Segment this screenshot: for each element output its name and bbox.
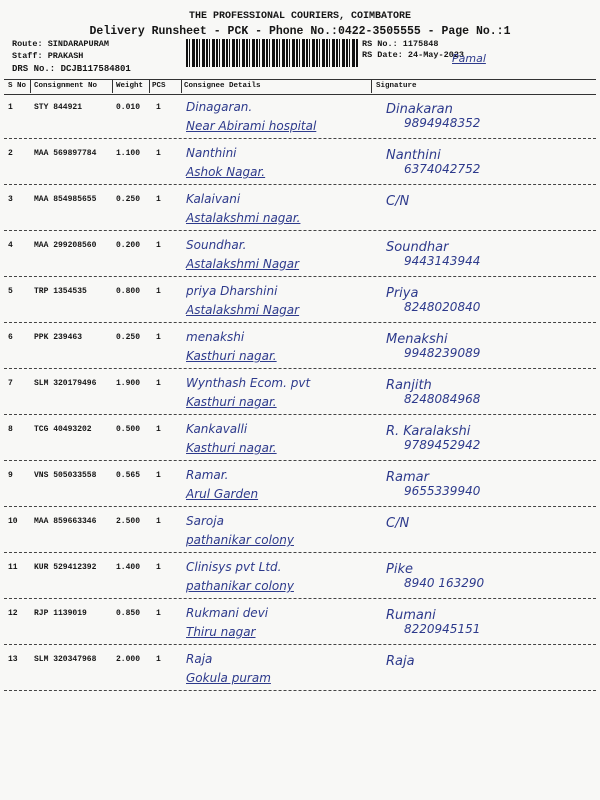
row-divider: [4, 276, 596, 277]
row-phone: 8248020840: [404, 300, 481, 314]
row-phone: 9789452942: [404, 438, 481, 452]
row-signature: C/N: [386, 194, 410, 209]
row-consignment: RJP 1139019: [34, 609, 87, 618]
table-row: [0, 329, 600, 375]
row-signature: Menakshi: [386, 332, 448, 347]
row-phone: 6374042752: [404, 162, 481, 176]
table-row: [0, 513, 600, 559]
row-consignee-address: Astalakshmi Nagar: [186, 257, 300, 271]
row-divider: [4, 644, 596, 645]
row-consignee-address: Kasthuri nagar.: [186, 395, 277, 409]
row-signature: Rumani: [386, 608, 436, 623]
row-consignment: SLM 320179496: [34, 379, 97, 388]
table-row: [0, 467, 600, 513]
row-weight: 0.800: [116, 287, 141, 296]
row-sno: 8: [8, 425, 13, 434]
row-signature: R. Karalakshi: [386, 424, 471, 439]
row-sno: 10: [8, 517, 18, 526]
row-consignee-address: pathanikar colony: [186, 579, 294, 593]
row-sno: 6: [8, 333, 13, 342]
row-consignee-address: Thiru nagar: [186, 625, 256, 639]
row-signature: Dinakaran: [386, 102, 453, 117]
row-consignee-name: Raja: [186, 652, 213, 666]
row-consignment: MAA 859663346: [34, 517, 97, 526]
row-consignment: PPK 239463: [34, 333, 83, 342]
row-consignee-name: Kalaivani: [186, 192, 241, 206]
row-signature: Soundhar: [386, 240, 449, 255]
col-signature: Signature: [376, 82, 417, 90]
col-divider: [181, 80, 182, 93]
row-pcs: 1: [156, 241, 161, 250]
row-consignee-name: priya Dharshini: [186, 284, 278, 298]
row-consignee-address: Astalakshmi nagar.: [186, 211, 301, 225]
row-phone: 9894948352: [404, 116, 481, 130]
row-pcs: 1: [156, 333, 161, 342]
row-consignment: TCG 40493202: [34, 425, 92, 434]
col-pcs: PCS: [152, 82, 166, 90]
table-row: [0, 559, 600, 605]
handwritten-stamp: Pamal: [452, 52, 486, 65]
row-phone: 8940 163290: [404, 576, 485, 590]
row-consignee-address: Kasthuri nagar.: [186, 441, 277, 455]
header-bottom-rule: [4, 94, 596, 95]
row-phone: 9948239089: [404, 346, 481, 360]
row-sno: 11: [8, 563, 18, 572]
col-divider: [112, 80, 113, 93]
row-consignee-name: Dinagaran.: [186, 100, 253, 114]
row-pcs: 1: [156, 655, 161, 664]
row-sno: 5: [8, 287, 13, 296]
row-signature: Ranjith: [386, 378, 432, 393]
row-pcs: 1: [156, 425, 161, 434]
row-divider: [4, 184, 596, 185]
row-consignment: KUR 529412392: [34, 563, 97, 572]
row-signature: Ramar: [386, 470, 429, 485]
row-sno: 12: [8, 609, 18, 618]
row-weight: 0.200: [116, 241, 141, 250]
route-label: Route: SINDARAPURAM: [12, 39, 109, 49]
row-consignee-address: Gokula puram: [186, 671, 271, 685]
row-consignee-name: Ramar.: [186, 468, 229, 482]
row-weight: 1.900: [116, 379, 141, 388]
rs-date: RS Date: 24-May-2023: [362, 50, 465, 60]
row-weight: 0.500: [116, 425, 141, 434]
col-divider: [30, 80, 31, 93]
row-sno: 2: [8, 149, 13, 158]
col-consignment: Consignment No: [34, 82, 98, 90]
col-divider: [149, 80, 150, 93]
row-consignee-address: Kasthuri nagar.: [186, 349, 277, 363]
row-consignee-name: Kankavalli: [186, 422, 248, 436]
col-sno: S No: [8, 82, 27, 90]
table-row: [0, 191, 600, 237]
row-pcs: 1: [156, 287, 161, 296]
row-consignee-address: Ashok Nagar.: [186, 165, 266, 179]
staff-label: Staff: PRAKASH: [12, 51, 84, 61]
row-consignee-name: Clinisys pvt Ltd.: [186, 560, 282, 574]
row-weight: 0.850: [116, 609, 141, 618]
row-weight: 1.400: [116, 563, 141, 572]
row-consignment: SLM 320347968: [34, 655, 97, 664]
row-divider: [4, 506, 596, 507]
table-row: [0, 375, 600, 421]
row-pcs: 1: [156, 149, 161, 158]
row-consignee-name: Wynthash Ecom. pvt: [186, 376, 311, 390]
row-pcs: 1: [156, 103, 161, 112]
company-title: THE PROFESSIONAL COURIERS, COIMBATORE: [188, 11, 412, 22]
row-divider: [4, 230, 596, 231]
row-pcs: 1: [156, 609, 161, 618]
row-weight: 1.100: [116, 149, 141, 158]
runsheet-subtitle: Delivery Runsheet - PCK - Phone No.:0422-3505555 - Page No.:1: [89, 25, 511, 38]
row-divider: [4, 322, 596, 323]
row-sno: 13: [8, 655, 18, 664]
row-consignee-name: menakshi: [186, 330, 245, 344]
row-signature: Nanthini: [386, 148, 441, 163]
row-sno: 9: [8, 471, 13, 480]
barcode: [186, 39, 358, 67]
row-signature: C/N: [386, 516, 410, 531]
table-row: [0, 605, 600, 651]
row-divider: [4, 552, 596, 553]
row-weight: 0.565: [116, 471, 141, 480]
row-consignment: TRP 1354535: [34, 287, 87, 296]
row-phone: 8220945151: [404, 622, 481, 636]
row-signature: Priya: [386, 286, 419, 301]
row-consignee-address: Astalakshmi Nagar: [186, 303, 300, 317]
row-divider: [4, 138, 596, 139]
row-sno: 4: [8, 241, 13, 250]
row-consignee-address: Near Abirami hospital: [186, 119, 317, 133]
table-row: [0, 283, 600, 329]
row-signature: Raja: [386, 654, 415, 669]
row-consignment: STY 844921: [34, 103, 83, 112]
col-divider: [371, 80, 372, 93]
row-divider: [4, 368, 596, 369]
row-consignee-address: pathanikar colony: [186, 533, 294, 547]
row-consignment: VNS 505033558: [34, 471, 97, 480]
row-pcs: 1: [156, 517, 161, 526]
row-consignee-address: Arul Garden: [186, 487, 259, 501]
row-divider: [4, 598, 596, 599]
col-weight: Weight: [116, 82, 144, 90]
row-consignment: MAA 854985655: [34, 195, 97, 204]
table-row: [0, 237, 600, 283]
row-weight: 2.500: [116, 517, 141, 526]
row-consignee-name: Rukmani devi: [186, 606, 269, 620]
row-sno: 1: [8, 103, 13, 112]
row-consignee-name: Soundhar.: [186, 238, 247, 252]
row-sno: 3: [8, 195, 13, 204]
row-sno: 7: [8, 379, 13, 388]
table-row: [0, 145, 600, 191]
row-divider: [4, 414, 596, 415]
row-weight: 2.000: [116, 655, 141, 664]
header-top-rule: [4, 79, 596, 80]
row-phone: 9655339940: [404, 484, 481, 498]
row-pcs: 1: [156, 379, 161, 388]
row-phone: 8248084968: [404, 392, 481, 406]
row-divider: [4, 460, 596, 461]
row-pcs: 1: [156, 195, 161, 204]
row-pcs: 1: [156, 471, 161, 480]
row-consignee-name: Nanthini: [186, 146, 237, 160]
table-row: [0, 651, 600, 697]
row-divider: [4, 690, 596, 691]
table-row: [0, 99, 600, 145]
drs-label: DRS No.: DCJB117584801: [12, 64, 131, 74]
row-consignee-name: Saroja: [186, 514, 224, 528]
row-consignment: MAA 569897784: [34, 149, 97, 158]
row-weight: 0.010: [116, 103, 141, 112]
col-consignee: Consignee Details: [184, 82, 261, 90]
row-weight: 0.250: [116, 333, 141, 342]
row-pcs: 1: [156, 563, 161, 572]
row-signature: Pike: [386, 562, 413, 577]
rs-number: RS No.: 1175848: [362, 39, 439, 49]
row-consignment: MAA 299208560: [34, 241, 97, 250]
row-phone: 9443143944: [404, 254, 481, 268]
row-weight: 0.250: [116, 195, 141, 204]
table-row: [0, 421, 600, 467]
